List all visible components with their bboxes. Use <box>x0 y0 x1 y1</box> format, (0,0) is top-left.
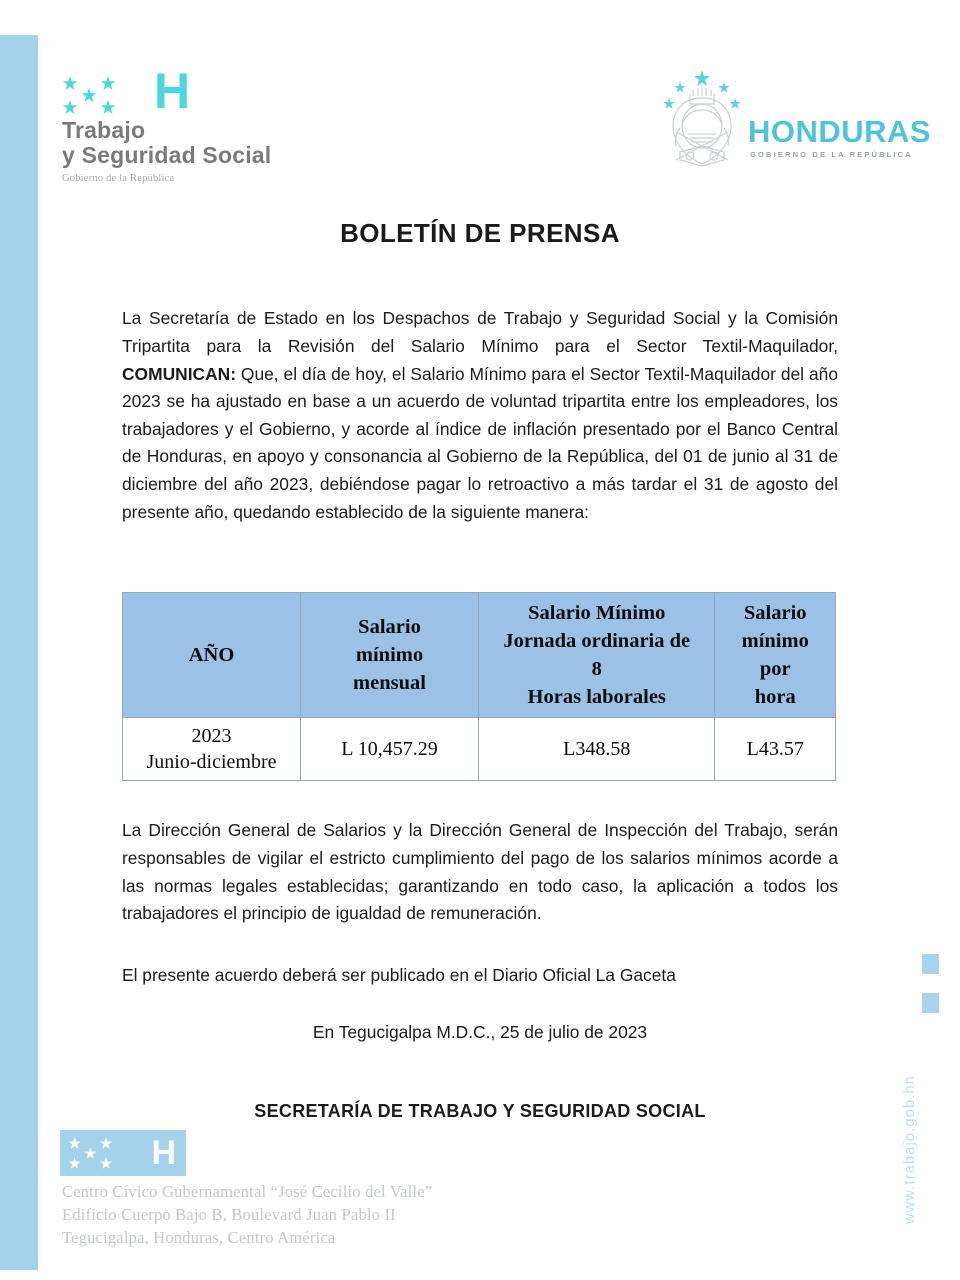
salary-table-body <box>123 718 836 781</box>
page-title: BOLETÍN DE PRENSA <box>340 218 620 248</box>
cell-salario-hora: L43.57 <box>715 718 836 781</box>
cell-anio <box>123 718 301 781</box>
header-mensual-line-3: mensual <box>353 672 426 694</box>
header-mensual-line-1: Salario <box>358 616 421 638</box>
footer-five-stars-icon <box>68 1136 144 1170</box>
cell-salario-jornada: L348.58 <box>479 718 715 781</box>
logo-trabajo-seguridad-social <box>62 63 322 184</box>
column-header-salario-jornada <box>479 593 715 718</box>
header-anio-line-1: AÑO <box>188 644 235 666</box>
cell-anio-year: 2023 <box>191 725 232 747</box>
table-row <box>123 718 836 781</box>
trabajo-logo-mark <box>62 63 222 119</box>
header-hora-line-4: hora <box>754 686 796 708</box>
address-line-1: Centro Cívico Gubernamental “José Cecilio del Valle” <box>62 1182 433 1201</box>
column-header-salario-hora <box>715 593 836 718</box>
honduras-wordmark: HONDURAS <box>748 114 932 149</box>
logo-honduras-gobierno <box>660 62 932 172</box>
place-and-date: En Tegucigalpa M.D.C., 25 de julio de 2023 <box>312 1022 648 1042</box>
header-jornada-line-1: Salario Mínimo <box>528 602 666 624</box>
paragraph-1-part-2: Que, el día de hoy, el Salario Mínimo para el Sector Textil-Maquilador del año 2023 se ha ajustado en base a un acuerdo de voluntad tripartita entre los empleadores, los trabajadores y el Gobierno, y acorde al índice de inflación presentado por el Banco Central de Honduras, en apoyo y consonancia al Gobierno de la República, del 01 de junio al 31 de diciembre del año 2023, debiéndose pagar lo retroactivo a más tardar el 31 de agosto del presente año, quedando establecido de la siguiente manera: <box>122 363 838 522</box>
document-header <box>0 0 960 190</box>
table-header-row <box>123 593 836 718</box>
honduras-sub-label: GOBIERNO DE LA REPÚBLICA <box>750 150 913 159</box>
header-hora-line-3: por <box>759 658 791 680</box>
salary-table-head <box>123 593 836 718</box>
logo-line-trabajo: Trabajo <box>62 117 146 143</box>
paragraph-direccion-general: La Dirección General de Salarios y la Dirección General de Inspección del Trabajo, serán responsables de vigilar el estricto cumplimiento del pago de los salarios mínimos acorde a las normas legales establecidas; garantizando en todo caso, la aplicación a todos los trabajadores el principio de igualdad de remuneración. <box>122 820 838 924</box>
column-header-anio <box>123 593 301 718</box>
address-line-2: Edificio Cuerpo Bajo B, Boulevard Juan Pablo II <box>62 1205 396 1224</box>
header-hora-line-2: mínimo <box>741 630 809 652</box>
paragraph-comunican <box>122 305 838 526</box>
cell-salario-mensual: L 10,457.29 <box>301 718 479 781</box>
footer-logo-letter: H <box>151 1134 176 1172</box>
side-decoration-square-2 <box>922 993 939 1013</box>
logo-line-gobierno: Gobierno de la República <box>62 173 175 184</box>
header-jornada-line-4: Horas laborales <box>527 686 666 708</box>
column-header-salario-mensual <box>301 593 479 718</box>
header-jornada-line-2: Jornada ordinaria de <box>503 630 691 652</box>
paragraph-gaceta: El presente acuerdo deberá ser publicado en el Diario Oficial La Gaceta <box>122 965 676 986</box>
footer-logo <box>60 1130 186 1176</box>
coat-of-arms-icon <box>660 68 744 168</box>
header-hora-line-1: Salario <box>743 602 807 624</box>
paragraph-1-bold: COMUNICAN: <box>122 363 236 384</box>
five-stars-icon <box>62 76 154 114</box>
website-url-vertical: www.trabajo.gob.hn <box>902 1075 918 1224</box>
signature-line: SECRETARÍA DE TRABAJO Y SEGURIDAD SOCIAL <box>254 1101 706 1121</box>
salary-table <box>122 592 836 781</box>
header-mensual-line-2: mínimo <box>355 644 424 666</box>
cell-anio-period: Junio-diciembre <box>146 751 277 773</box>
trabajo-logo-letter: H <box>154 63 190 119</box>
logo-line-seguridad-social: y Seguridad Social <box>62 142 272 168</box>
side-decoration-square-1 <box>922 954 939 974</box>
footer-address <box>62 1180 432 1249</box>
header-jornada-line-3: 8 <box>591 658 602 680</box>
paragraph-1-part-1: La Secretaría de Estado en los Despachos de Trabajo y Seguridad Social y la Comisión Tripartita para la Revisión del Salario Mínimo para el Sector Textil-Maquilador, <box>122 308 838 356</box>
address-line-3: Tegucigalpa, Honduras, Centro América <box>62 1228 336 1247</box>
